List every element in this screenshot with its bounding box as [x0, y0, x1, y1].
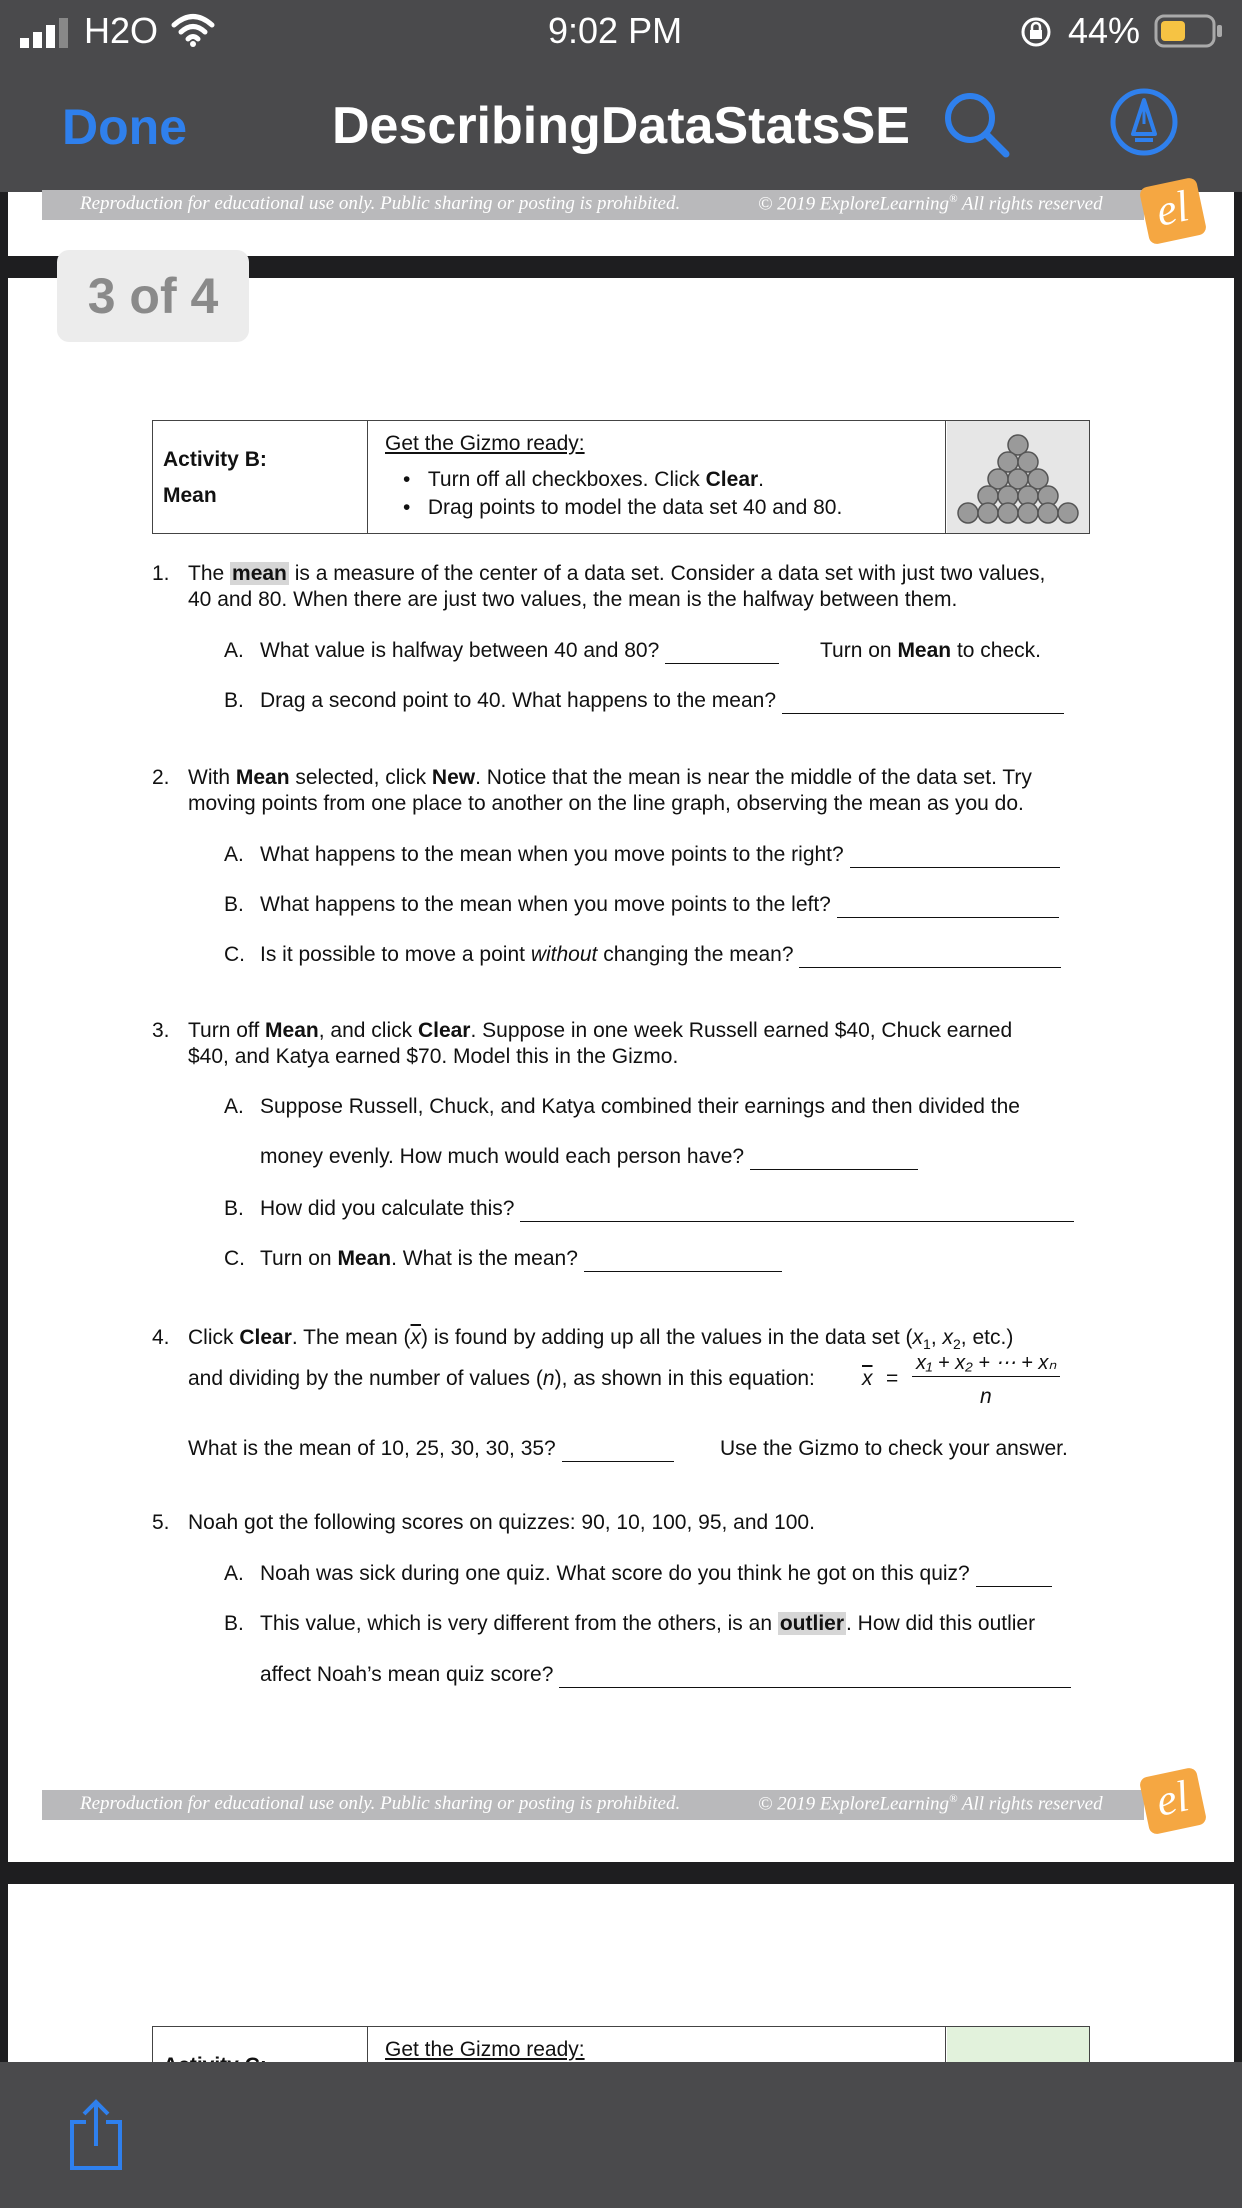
q3b-answer-line[interactable] [520, 1201, 1074, 1222]
bullet-2: • Drag points to model the data set 40 and 80. [403, 496, 843, 519]
q2a-answer-line[interactable] [850, 847, 1060, 868]
q3b-text: How did you calculate this? [260, 1196, 1074, 1222]
q2b-text: What happens to the mean when you move points to the left? [260, 892, 1059, 918]
footer-right: © 2019 ExploreLearning® All rights reserved [758, 1793, 1103, 1815]
el-logo-icon: el [1139, 177, 1208, 246]
footer-left: Reproduction for educational use only. Public sharing or posting is prohibited. [80, 1793, 681, 1814]
equation-denominator: n [980, 1385, 992, 1408]
battery-percent: 44% [1068, 10, 1141, 51]
q1a-check: Turn on Mean to check. [820, 639, 1042, 662]
bullet-1: • Turn off all checkboxes. Click Clear. [403, 468, 765, 491]
q1a-answer-line[interactable] [665, 643, 779, 664]
q3a-text1: Suppose Russell, Chuck, and Katya combined their earnings and then divided the [260, 1095, 1020, 1118]
q2b-letter: B. [224, 893, 244, 916]
footer-right: © 2019 ExploreLearning® All rights reserved [758, 193, 1103, 215]
footer-bar [42, 1790, 1144, 1820]
q5a-answer-line[interactable] [976, 1566, 1052, 1587]
q5b-answer-line[interactable] [559, 1667, 1071, 1688]
activity-name: Mean [163, 484, 217, 507]
el-logo-icon: el [1139, 1767, 1208, 1836]
q4-line2: and dividing by the number of values (n), as shown in this equation: [188, 1367, 815, 1390]
q3a-answer-line[interactable] [750, 1149, 918, 1170]
share-icon[interactable] [66, 2098, 126, 2179]
previous-page [8, 181, 1234, 256]
signal-icon [20, 16, 72, 53]
q2-line1: With Mean selected, click New. Notice that the mean is near the middle of the data set. Try [188, 766, 1032, 789]
footer-bar [42, 190, 1144, 220]
search-icon[interactable] [940, 88, 1012, 165]
q5a-text: Noah was sick during one quiz. What score do you think he got on this quiz? [260, 1561, 1052, 1587]
rotation-lock-icon [1020, 16, 1052, 53]
q5b-letter: B. [224, 1612, 244, 1635]
q5a-letter: A. [224, 1562, 244, 1585]
gizmo-ready: Get the Gizmo ready: [385, 432, 585, 455]
q1b-text: Drag a second point to 40. What happens to the mean? [260, 688, 1064, 714]
navigation-bar [0, 62, 1242, 192]
q3c-answer-line[interactable] [584, 1251, 782, 1272]
q2a-text: What happens to the mean when you move points to the right? [260, 842, 1060, 868]
q1-line2: 40 and 80. When there are just two values, the mean is the halfway between them. [188, 588, 958, 611]
q1a-letter: A. [224, 639, 244, 662]
q2-number: 2. [152, 766, 170, 789]
q5b-text1: This value, which is very different from the others, is an outlier. How did this outlier [260, 1612, 1036, 1635]
battery-icon [1154, 14, 1224, 55]
q4-number: 4. [152, 1326, 170, 1349]
q3-number: 3. [152, 1019, 170, 1042]
q2b-answer-line[interactable] [837, 897, 1059, 918]
q2a-letter: A. [224, 843, 244, 866]
footer-left: Reproduction for educational use only. Public sharing or posting is prohibited. [80, 193, 681, 214]
q4-answer-line[interactable] [562, 1441, 674, 1462]
q4-question: What is the mean of 10, 25, 30, 30, 35? [188, 1436, 674, 1462]
status-bar [0, 0, 1242, 62]
q5-number: 5. [152, 1511, 170, 1534]
q4-check: Use the Gizmo to check your answer. [720, 1437, 1068, 1460]
q4-line1: Click Clear. The mean $(\overline{x})$ is found by adding up all the values in the data set ($x_1$, $x_2$, etc.) [188, 1326, 1014, 1353]
q3c-letter: C. [224, 1247, 245, 1270]
clock: 9:02 PM [548, 10, 683, 51]
gizmo-thumbnail [947, 421, 1089, 533]
markup-icon[interactable] [1108, 86, 1180, 163]
q3-line1: Turn off Mean, and click Clear. Suppose in one week Russell earned $40, Chuck earned [188, 1019, 1013, 1042]
q1a-text: What value is halfway between 40 and 80? [260, 638, 779, 664]
document-title: DescribingDataStatsSE [332, 97, 910, 155]
q5-line1: Noah got the following scores on quizzes: 90, 10, 100, 95, and 100. [188, 1511, 815, 1534]
q5b-text2: affect Noah’s mean quiz score? [260, 1662, 1071, 1688]
current-page: Activity B: Mean Get the Gizmo ready: • Turn off all checkboxes. Click Clear. • Drag points to model the data set 40 and 80. 1. The mean is a measure of the center of a data set. Consider a data set with just two values, 40 and 80. When there are just two values, the mean is the halfway between them. A. What value is halfway between 40 and 80? Turn on Mean to check. B. Drag a second point to 40. What happens to the mean? 2. With Mean selected, click New. Notice that the mean is near the middle of the data set. Try moving points from one place to another on the line graph, observing the mean as you do. A. What happens to the mean when you move points to the right? B. What happens to the mean when you move points to the left? C. Is it possible to move a point without changing the mean? 3. Turn off Mean, and click Clear. Suppose in one week Russell earned $40, Chuck earned $40, and Katya earned $70. Model this in the Gizmo. A. Suppose Russell, Chuck, and Katya combined their earnings and then divided the money evenly. How much would each person have? B. How did you calculate this? C. Turn on Mean. What is the mean? 4. Click Clear. The mean $(\overline{x})$ is found by adding up all the values in the data set ($x_1$, $x_2$, etc.) and dividing by the number of values (n), as shown in this equation: $\overline{x}$ = x₁ + x₂ + ⋯ + xₙ n What is the mean of 10, 25, 30, 30, 35? Use the Gizmo to check your answer. 5. Noah got the following scores on quizzes: 90, 10, 100, 95, and 100. A. Noah was sick during one quiz. What score do you think he got on this quiz? B. This value, which is very different from the others, is an outlier. How did this outlier affect Noah’s mean quiz score? Reproduction for educational use only. Public sharing or posting is prohibited. © 2019 ExploreLearning® All rights reserved el [8, 278, 1234, 1862]
q3a-text2: money evenly. How much would each person have? [260, 1144, 918, 1170]
q2c-letter: C. [224, 943, 245, 966]
bottom-toolbar [0, 2062, 1242, 2208]
q1-line1: The mean is a measure of the center of a data set. Consider a data set with just two values, [188, 562, 1046, 585]
q3-line2: $40, and Katya earned $70. Model this in the Gizmo. [188, 1045, 679, 1068]
wifi-icon [170, 12, 216, 53]
gizmo-ready-next: Get the Gizmo ready: [385, 2038, 585, 2061]
q3a-letter: A. [224, 1095, 244, 1118]
next-page [8, 1884, 1234, 2062]
equation-numerator: x₁ + x₂ + ⋯ + xₙ [912, 1350, 1060, 1377]
q1-number: 1. [152, 562, 170, 585]
q3b-letter: B. [224, 1197, 244, 1220]
page-indicator: 3 of 4 [57, 250, 249, 342]
done-button[interactable]: Done [62, 99, 187, 155]
activity-label: Activity B: [163, 448, 267, 471]
activity-b-table [152, 420, 1090, 534]
q2-line2: moving points from one place to another on the line graph, observing the mean as you do. [188, 792, 1024, 815]
carrier-name: H2O [84, 10, 159, 51]
q2c-text: Is it possible to move a point without changing the mean? [260, 942, 1061, 968]
q3c-text: Turn on Mean. What is the mean? [260, 1246, 782, 1272]
q2c-answer-line[interactable] [799, 947, 1061, 968]
q1b-answer-line[interactable] [782, 693, 1064, 714]
q1b-letter: B. [224, 689, 244, 712]
